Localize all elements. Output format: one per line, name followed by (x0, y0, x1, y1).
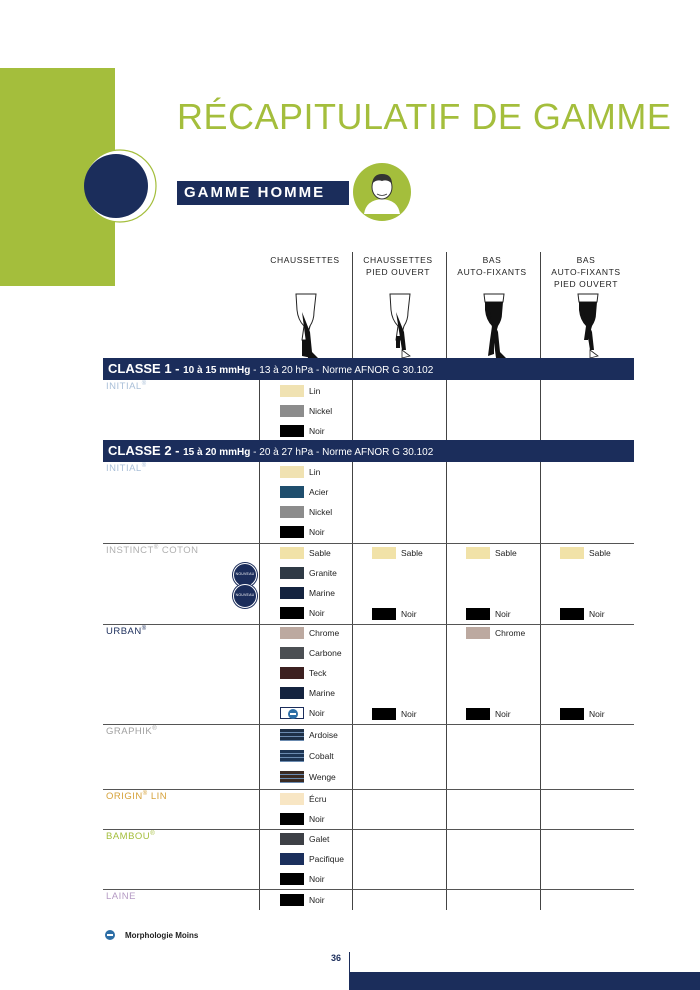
swatch-label: Noir (309, 874, 325, 884)
morphologie-moins-icon (288, 709, 298, 719)
decorative-circle-icon (82, 142, 160, 230)
swatch-marine (280, 687, 304, 699)
swatch-label: Noir (495, 709, 511, 719)
column-header-bas-auto-fixants-pied-ouvert: BAS AUTO-FIXANTS PIED OUVERT (551, 255, 621, 289)
swatch-label: Noir (309, 708, 325, 718)
swatch-noir (280, 607, 304, 619)
swatch-noir (560, 608, 584, 620)
swatch-cobalt (280, 750, 304, 762)
row-divider (103, 789, 634, 790)
swatch-label: Sable (495, 548, 517, 558)
column-divider (540, 462, 541, 910)
swatch-noir (372, 608, 396, 620)
class-2-bar: CLASSE 2 - 15 à 20 mmHg - 20 à 27 hPa - Norme AFNOR G 30.102 (103, 440, 634, 462)
swatch-label: Écru (309, 794, 327, 804)
swatch-carbone (280, 647, 304, 659)
swatch-noir (280, 707, 304, 719)
swatch-sable (466, 547, 490, 559)
swatch-chrome (466, 627, 490, 639)
leg-bas-auto-fixants-icon (476, 292, 512, 360)
column-divider (352, 462, 353, 910)
leg-chaussettes-icon (288, 292, 324, 360)
swatch-granite (280, 567, 304, 579)
swatch-label: Galet (309, 834, 330, 844)
swatch-label: Granite (309, 568, 337, 578)
swatch-noir (280, 425, 304, 437)
swatch-noir (280, 894, 304, 906)
footer-bar (350, 972, 700, 990)
swatch-label: Sable (589, 548, 611, 558)
swatch-label: Sable (401, 548, 423, 558)
brand-origin-lin: ORIGIN® LIN (106, 791, 168, 803)
swatch-label: Noir (309, 895, 325, 905)
section-label: GAMME HOMME (177, 181, 347, 205)
brand-graphik: GRAPHIK® (106, 726, 158, 738)
swatch-noir (466, 608, 490, 620)
swatch-noir (560, 708, 584, 720)
swatch-label: Pacifique (309, 854, 344, 864)
swatch-label: Nickel (309, 406, 333, 416)
column-header-chaussettes: CHAUSSETTES (270, 255, 340, 265)
swatch-label: Ardoise (309, 730, 338, 740)
swatch-label: Noir (401, 609, 417, 619)
swatch-sable (372, 547, 396, 559)
man-avatar-icon (352, 162, 412, 222)
swatch-ecru (280, 793, 304, 805)
swatch-label: Noir (309, 426, 325, 436)
swatch-noir (280, 526, 304, 538)
swatch-label: Noir (589, 709, 605, 719)
swatch-galet (280, 833, 304, 845)
swatch-label: Wenge (309, 772, 336, 782)
column-divider (540, 380, 541, 440)
swatch-noir (280, 813, 304, 825)
swatch-label: Carbone (309, 648, 342, 658)
class-1-bar: CLASSE 1 - 10 à 15 mmHg - 13 à 20 hPa - Norme AFNOR G 30.102 (103, 358, 634, 380)
swatch-label: Teck (309, 668, 327, 678)
swatch-label: Marine (309, 588, 335, 598)
column-divider (352, 380, 353, 440)
swatch-ardoise (280, 729, 304, 741)
swatch-teck (280, 667, 304, 679)
column-divider (259, 462, 260, 910)
swatch-noir (280, 873, 304, 885)
swatch-label: Noir (589, 609, 605, 619)
leg-chaussettes-pied-ouvert-icon (382, 292, 418, 360)
nouveau-badge-icon: NOUVEAU (233, 563, 257, 587)
swatch-label: Acier (309, 487, 329, 497)
swatch-label: Chrome (309, 628, 340, 638)
footnote-label: Morphologie Moins (125, 931, 199, 940)
swatch-label: Noir (309, 814, 325, 824)
swatch-sable (560, 547, 584, 559)
swatch-sable (280, 547, 304, 559)
morphologie-moins-icon (105, 930, 115, 940)
page-title: RÉCAPITULATIF DE GAMME (177, 96, 672, 137)
brand-initial-class2: INITIAL® (106, 463, 147, 475)
swatch-acier (280, 486, 304, 498)
swatch-pacifique (280, 853, 304, 865)
swatch-lin (280, 466, 304, 478)
swatch-label: Cobalt (309, 751, 334, 761)
row-divider (103, 724, 634, 725)
section-divider (347, 181, 349, 205)
swatch-label: Noir (309, 527, 325, 537)
column-header-chaussettes-pied-ouvert: CHAUSSETTES PIED OUVERT (363, 255, 433, 277)
column-divider (259, 380, 260, 440)
swatch-label: Marine (309, 688, 335, 698)
column-divider (446, 462, 447, 910)
leg-bas-auto-fixants-pied-ouvert-icon (570, 292, 606, 360)
nouveau-badge-icon: NOUVEAU (233, 584, 257, 608)
column-divider (352, 252, 353, 358)
swatch-noir (466, 708, 490, 720)
swatch-label: Noir (401, 709, 417, 719)
swatch-label: Sable (309, 548, 331, 558)
column-divider (446, 252, 447, 358)
swatch-label: Chrome (495, 628, 526, 638)
page-number: 36 (331, 953, 342, 963)
column-divider (540, 252, 541, 358)
swatch-label: Lin (309, 467, 321, 477)
swatch-label: Nickel (309, 507, 333, 517)
row-divider (103, 889, 634, 890)
brand-urban: URBAN® (106, 626, 147, 638)
swatch-nickel (280, 506, 304, 518)
brand-instinct-coton: INSTINCT® COTON (106, 545, 199, 557)
row-divider (103, 829, 634, 830)
swatch-nickel (280, 405, 304, 417)
swatch-label: Noir (309, 608, 325, 618)
swatch-chrome (280, 627, 304, 639)
brand-bambou: BAMBOU® (106, 831, 156, 843)
brand-initial-class1: INITIAL® (106, 381, 147, 393)
swatch-label: Lin (309, 386, 321, 396)
swatch-marine (280, 587, 304, 599)
column-divider (446, 380, 447, 440)
swatch-wenge (280, 771, 304, 783)
swatch-label: Noir (495, 609, 511, 619)
row-divider (103, 624, 634, 625)
brand-laine: LAINE (106, 891, 136, 903)
column-header-bas-auto-fixants: BAS AUTO-FIXANTS (457, 255, 527, 277)
row-divider (103, 543, 634, 544)
swatch-noir (372, 708, 396, 720)
swatch-lin (280, 385, 304, 397)
